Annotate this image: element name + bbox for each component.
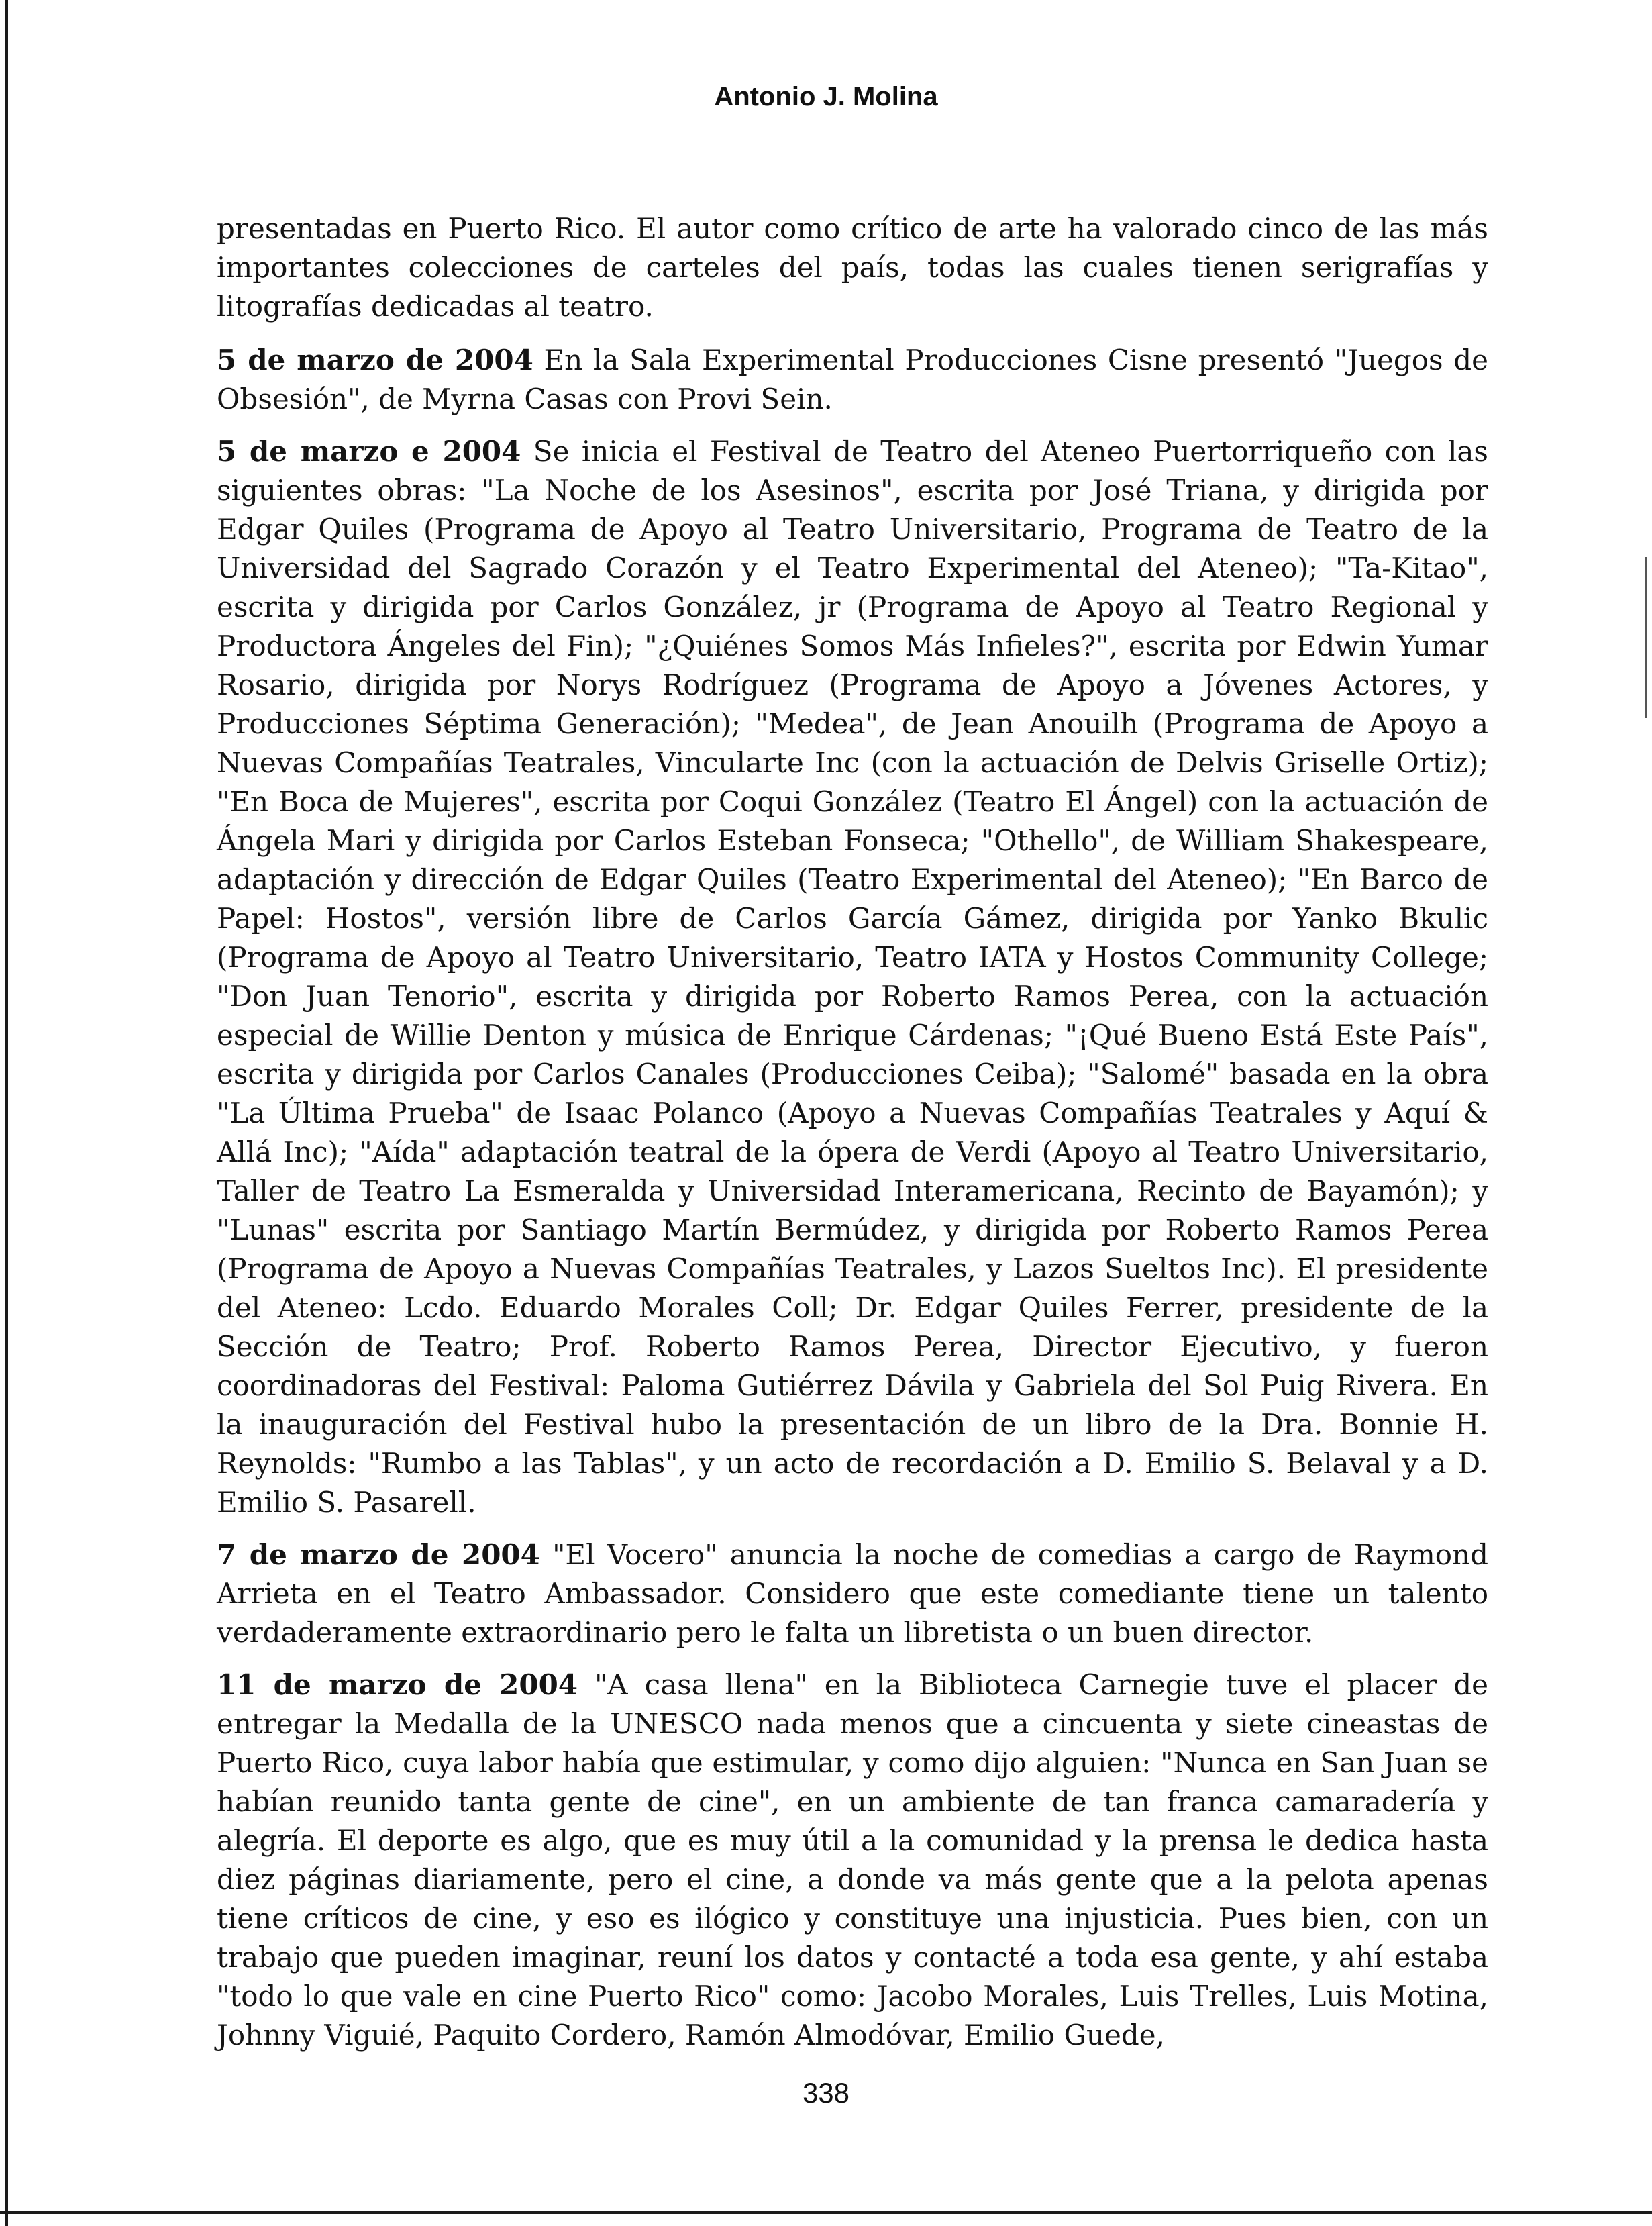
page-number: 338 bbox=[802, 2077, 850, 2109]
body-text bbox=[217, 209, 1488, 2068]
paragraph bbox=[217, 432, 1488, 1522]
entry-date: 5 de marzo e 2004 bbox=[217, 435, 521, 468]
paragraph bbox=[217, 341, 1488, 419]
paragraph bbox=[217, 1535, 1488, 1652]
left-scan-edge bbox=[5, 0, 8, 2226]
right-scan-mark bbox=[1645, 557, 1647, 718]
paragraph bbox=[217, 209, 1488, 326]
paragraph-text: Se inicia el Festival de Teatro del Ateneo Puertorriqueño con las siguientes obras: "La Noche de los Asesinos", escrita por José Triana, y dirigida por Edgar Quiles (Programa de Apoyo al Teatro Universitario, Programa de Teatro de la Universidad del Sagrado Corazón y el Teatro Experimental del Ateneo); "Ta-Kitao", escrita y dirigida por Carlos González, jr (Programa de Apoyo al Teatro Regional y Productora Ángeles del Fin); "¿Quiénes Somos Más Infieles?", escrita por Edwin Yumar Rosario, dirigida por Norys Rodríguez (Programa de Apoyo a Jóvenes Actores, y Producciones Séptima Generación); "Medea", de Jean Anouilh (Programa de Apoyo a Nuevas Compañías Teatrales, Vincularte Inc (con la actuación de Delvis Griselle Ortiz); "En Boca de Mujeres", escrita por Coqui González (Teatro El Ángel) con la actuación de Ángela Mari y dirigida por Carlos Esteban Fonseca; "Othello", de William Shakespeare, adaptación y dirección de Edgar Quiles (Teatro Experimental del Ateneo); "En Barco de Papel: Hostos", versión libre de Carlos García Gámez, dirigida por Yanko Bkulic (Programa de Apoyo al Teatro Universitario, Teatro IATA y Hostos Community College; "Don Juan Tenorio", escrita y dirigida por Roberto Ramos Perea, con la actuación especial de Willie Denton y música de Enrique Cárdenas; "¡Qué Bueno Está Este País", escrita y dirigida por Carlos Canales (Producciones Ceiba); "Salomé" basada en la obra "La Última Prueba" de Isaac Polanco (Apoyo a Nuevas Compañías Teatrales y Aquí & Allá Inc); "Aída" adaptación teatral de la ópera de Verdi (Apoyo al Teatro Universitario, Taller de Teatro La Esmeralda y Universidad Interamericana, Recinto de Bayamón); y "Lunas" escrita por Santiago Martín Bermúdez, y dirigida por Roberto Ramos Perea (Programa de Apoyo a Nuevas Compañías Teatrales, y Lazos Sueltos Inc). El presidente del Ateneo: Lcdo. Eduardo Morales Coll; Dr. Edgar Quiles Ferrer, presidente de la Sección de Teatro; Prof. Roberto Ramos Perea, Director Ejecutivo, y fueron coordinadoras del Festival: Paloma Gutiérrez Dávila y Gabriela del Sol Puig Rivera. En la inauguración del Festival hubo la presentación de un libro de la Dra. Bonnie H. Reynolds: "Rumbo a las Tablas", y un acto de recordación a D. Emilio S. Belaval y a D. Emilio S. Pasarell. bbox=[217, 435, 1488, 1519]
paragraph-text: En la Sala Experimental Producciones Cisne presentó "Juegos de Obsesión", de Myrna Casas con Provi Sein. bbox=[217, 344, 1488, 415]
entry-date: 5 de marzo de 2004 bbox=[217, 344, 533, 376]
bottom-scan-edge bbox=[0, 2211, 1652, 2214]
paragraph-text: presentadas en Puerto Rico. El autor como crítico de arte ha valorado cinco de las más importantes colecciones de carteles del país, todas las cuales tienen serigrafías y litografías dedicadas al teatro. bbox=[217, 212, 1488, 323]
paragraph bbox=[217, 1666, 1488, 2055]
paragraph-text: "A casa llena" en la Biblioteca Carnegie tuve el placer de entregar la Medalla de la UNESCO nada menos que a cincuenta y siete cineastas de Puerto Rico, cuya labor había que estimular, y como dijo alguien: "Nunca en San Juan se habían reunido tanta gente de cine", en un ambiente de tan franca camaradería y alegría. El deporte es algo, que es muy útil a la comunidad y la prensa le dedica hasta diez páginas diariamente, pero el cine, a donde va más gente que a la pelota apenas tiene críticos de cine, y eso es ilógico y constituye una injusticia. Pues bien, con un trabajo que pueden imaginar, reuní los datos y contacté a toda esa gente, y ahí estaba "todo lo que vale en cine Puerto Rico" como: Jacobo Morales, Luis Trelles, Luis Motina, Johnny Viguié, Paquito Cordero, Ramón Almodóvar, Emilio Guede, bbox=[217, 1668, 1489, 2052]
entry-date: 11 de marzo de 2004 bbox=[217, 1668, 578, 1701]
paragraph-text: "El Vocero" anuncia la noche de comedias a cargo de Raymond Arrieta en el Teatro Ambassador. Considero que este comediante tiene un talento verdaderamente extraordinario pero le falta un libretista o un buen director. bbox=[217, 1538, 1488, 1649]
entry-date: 7 de marzo de 2004 bbox=[217, 1538, 540, 1571]
running-title: Antonio J. Molina bbox=[714, 82, 938, 111]
